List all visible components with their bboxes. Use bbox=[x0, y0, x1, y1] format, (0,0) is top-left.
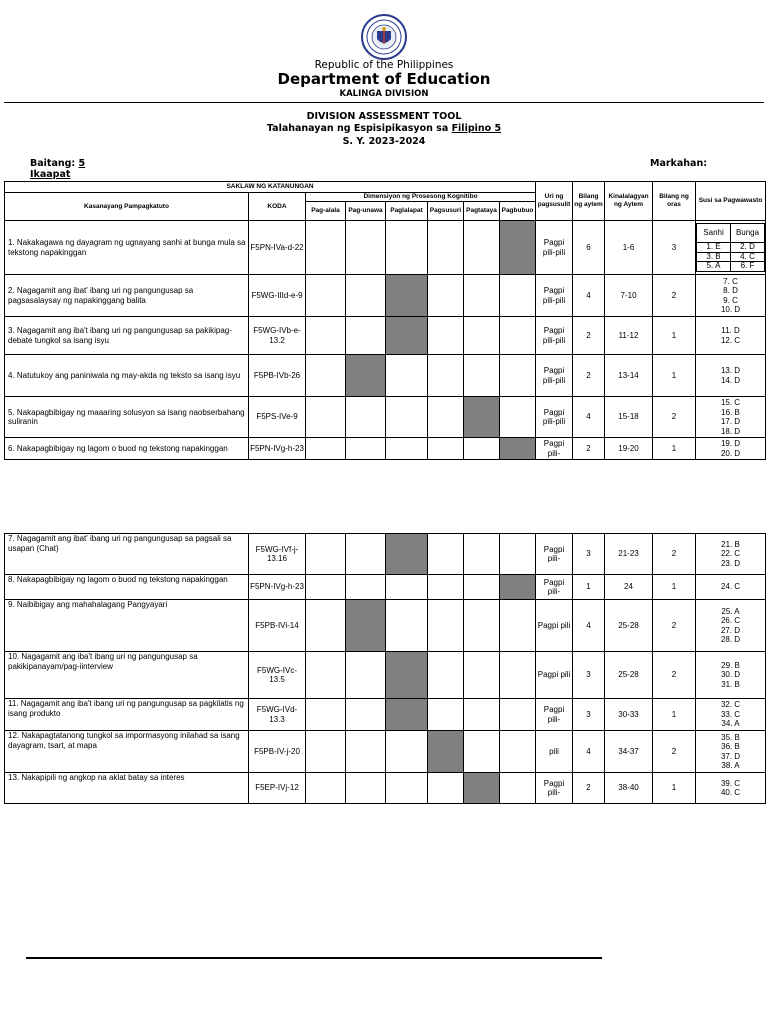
code-cell: F5PB-IVb-26 bbox=[249, 355, 306, 397]
hours-cell: 1 bbox=[653, 699, 696, 731]
type-cell: Pagpi pili-pili bbox=[536, 355, 573, 397]
type-cell: pili bbox=[536, 731, 573, 773]
location-cell: 13-14 bbox=[605, 355, 653, 397]
dimension-cell bbox=[428, 355, 464, 397]
dimension-cell bbox=[346, 534, 386, 575]
dimension-cell bbox=[500, 438, 536, 460]
hours-cell: 1 bbox=[653, 355, 696, 397]
dimension-cell bbox=[428, 438, 464, 460]
table-row bbox=[5, 355, 766, 397]
location-cell: 38-40 bbox=[605, 773, 653, 804]
type-cell: Pagpi pili bbox=[536, 652, 573, 699]
answer-key-cell: 25. A 26. C 27. D 28. D bbox=[696, 600, 766, 652]
dimension-cell bbox=[386, 534, 428, 575]
dimension-cell bbox=[464, 397, 500, 438]
dimension-cell bbox=[386, 317, 428, 355]
department-title: Department of Education bbox=[277, 70, 491, 88]
scope-header: SAKLAW NG KATANUNGAN bbox=[5, 182, 536, 193]
answer-key-cell: 24. C bbox=[696, 575, 766, 600]
competency-cell: 6. Nakapagbibigay ng lagom o buod ng tekstong napakinggan bbox=[5, 438, 249, 460]
dimension-cell bbox=[346, 438, 386, 460]
dimension-cell bbox=[386, 773, 428, 804]
competency-cell: 13. Nakapipili ng angkop na aklat batay sa interes bbox=[5, 773, 249, 804]
dimension-cell bbox=[306, 355, 346, 397]
dimension-cell bbox=[386, 397, 428, 438]
competency-cell: 9. Naibibigay ang mahahalagang Pangyayari bbox=[5, 600, 249, 652]
col-competency: Kasanayang Pampagkatuto bbox=[5, 193, 249, 221]
code-cell: F5PB-IVi-14 bbox=[249, 600, 306, 652]
hours-cell: 2 bbox=[653, 275, 696, 317]
code-cell: F5WG-IVc-13.5 bbox=[249, 652, 306, 699]
dimension-cell bbox=[386, 652, 428, 699]
dimension-cell bbox=[428, 652, 464, 699]
dimension-cell bbox=[500, 275, 536, 317]
answer-key-cell: 21. B 22. C 23. D bbox=[696, 534, 766, 575]
location-cell: 25-28 bbox=[605, 652, 653, 699]
count-cell: 3 bbox=[573, 652, 605, 699]
dimension-cell bbox=[428, 317, 464, 355]
dimension-cell bbox=[306, 534, 346, 575]
dimension-cell bbox=[464, 317, 500, 355]
hours-cell: 2 bbox=[653, 397, 696, 438]
count-cell: 4 bbox=[573, 731, 605, 773]
matching-key-header: Sanhi bbox=[697, 224, 731, 243]
republic-text: Republic of the Philippines bbox=[314, 59, 454, 71]
matching-key-answer: 6. F bbox=[731, 262, 765, 272]
competency-cell: 4. Natutukoy ang paniniwala ng may-akda ng teksto sa isang isyu bbox=[5, 355, 249, 397]
dimension-cell bbox=[346, 773, 386, 804]
dimension-cell bbox=[464, 534, 500, 575]
matching-key-answer: 1. E bbox=[697, 243, 731, 253]
count-cell: 6 bbox=[573, 221, 605, 275]
dimension-cell bbox=[464, 731, 500, 773]
hours-cell: 1 bbox=[653, 773, 696, 804]
table-row bbox=[5, 221, 766, 275]
location-cell: 15-18 bbox=[605, 397, 653, 438]
dimension-cell bbox=[306, 600, 346, 652]
dimension-cell bbox=[346, 575, 386, 600]
count-cell: 2 bbox=[573, 773, 605, 804]
table-row bbox=[5, 731, 766, 773]
tool-title: DIVISION ASSESSMENT TOOL bbox=[306, 111, 462, 122]
col-count: Bilang ng aytem bbox=[573, 182, 605, 221]
dimension-cell bbox=[428, 575, 464, 600]
quarter-label: Ikaapat bbox=[30, 169, 71, 180]
dimension-cell bbox=[346, 317, 386, 355]
dimension-header: Dimensiyon ng Prosesong Kognitibo bbox=[306, 193, 536, 202]
type-cell: Pagpi pili-pili bbox=[536, 221, 573, 275]
dimension-cell bbox=[386, 355, 428, 397]
competency-cell: 10. Nagagamit ang iba't ibang uri ng pangungusap sa pakikipanayam/pag-iinterview bbox=[5, 652, 249, 699]
dimension-cell bbox=[346, 600, 386, 652]
col-code: KODA bbox=[249, 193, 306, 221]
matching-key-header: Bunga bbox=[731, 224, 765, 243]
school-year: S. Y. 2023-2024 bbox=[342, 136, 426, 147]
location-cell: 34-37 bbox=[605, 731, 653, 773]
location-cell: 7-10 bbox=[605, 275, 653, 317]
competency-cell: 2. Nagagamit ang ibat' ibang uri ng pangungusap sa pagsasalaysay ng napakinggang balita bbox=[5, 275, 249, 317]
count-cell: 2 bbox=[573, 438, 605, 460]
dimension-cell bbox=[464, 575, 500, 600]
dimension-cell bbox=[464, 600, 500, 652]
competency-cell: 1. Nakakagawa ng dayagram ng ugnayang sanhi at bunga mula sa tekstong napakinggan bbox=[5, 221, 249, 275]
matching-key-table bbox=[696, 223, 765, 272]
type-cell: Pagpi pili- bbox=[536, 699, 573, 731]
dimension-cell bbox=[428, 731, 464, 773]
deped-seal bbox=[361, 14, 407, 60]
dimension-cell bbox=[464, 438, 500, 460]
count-cell: 4 bbox=[573, 275, 605, 317]
dim-pag-alala: Pag-alala bbox=[306, 202, 346, 221]
count-cell: 3 bbox=[573, 534, 605, 575]
competency-cell: 3. Nagagamit ang iba't ibang uri ng pangungusap sa pakikipag-debate tungkol sa isang isyu bbox=[5, 317, 249, 355]
type-cell: Pagpi pili-pili bbox=[536, 317, 573, 355]
hours-cell: 1 bbox=[653, 438, 696, 460]
hours-cell: 2 bbox=[653, 534, 696, 575]
dimension-cell bbox=[428, 275, 464, 317]
dimension-cell bbox=[500, 221, 536, 275]
dimension-cell bbox=[500, 652, 536, 699]
location-cell: 21-23 bbox=[605, 534, 653, 575]
code-cell: F5PN-IVg-h-23 bbox=[249, 438, 306, 460]
col-location: Kinalalagyan ng Aytem bbox=[605, 182, 653, 221]
code-cell: F5PN-IVg-h-23 bbox=[249, 575, 306, 600]
count-cell: 2 bbox=[573, 317, 605, 355]
dimension-cell bbox=[428, 600, 464, 652]
type-cell: Pagpi pili- bbox=[536, 575, 573, 600]
competency-cell: 7. Nagagamit ang ibat' ibang uri ng pangungusap sa pagsali sa usapan (Chat) bbox=[5, 534, 249, 575]
location-cell: 24 bbox=[605, 575, 653, 600]
dimension-cell bbox=[500, 534, 536, 575]
matching-key-answer: 2. D bbox=[731, 243, 765, 253]
type-cell: Pagpi pili-pili bbox=[536, 397, 573, 438]
dimension-cell bbox=[346, 275, 386, 317]
dimension-cell bbox=[500, 397, 536, 438]
hours-cell: 2 bbox=[653, 731, 696, 773]
dimension-cell bbox=[464, 773, 500, 804]
code-cell: F5EP-IVj-12 bbox=[249, 773, 306, 804]
tos-subtitle: Talahanayan ng Espisipikasyon sa Filipino 5 bbox=[266, 123, 502, 134]
dimension-cell bbox=[306, 731, 346, 773]
answer-key-cell: 19. D 20. D bbox=[696, 438, 766, 460]
count-cell: 4 bbox=[573, 600, 605, 652]
dim-pag-unawa: Pag-unawa bbox=[346, 202, 386, 221]
dimension-cell bbox=[306, 699, 346, 731]
dimension-cell bbox=[306, 221, 346, 275]
dimension-cell bbox=[428, 221, 464, 275]
answer-key-cell: 39. C 40. C bbox=[696, 773, 766, 804]
dimension-cell bbox=[386, 438, 428, 460]
table-row bbox=[5, 652, 766, 699]
code-cell: F5WG-IVb-e-13.2 bbox=[249, 317, 306, 355]
hours-cell: 1 bbox=[653, 575, 696, 600]
hours-cell: 1 bbox=[653, 317, 696, 355]
location-cell: 11-12 bbox=[605, 317, 653, 355]
dimension-cell bbox=[386, 731, 428, 773]
location-cell: 1-6 bbox=[605, 221, 653, 275]
tos-table-page2 bbox=[4, 533, 766, 804]
dimension-cell bbox=[306, 275, 346, 317]
code-cell: F5WG-IVf-j-13.16 bbox=[249, 534, 306, 575]
table-row bbox=[5, 575, 766, 600]
count-cell: 4 bbox=[573, 397, 605, 438]
table-row bbox=[5, 438, 766, 460]
answer-key-cell: 13. D 14. D bbox=[696, 355, 766, 397]
dimension-cell bbox=[306, 652, 346, 699]
count-cell: 3 bbox=[573, 699, 605, 731]
dim-pagbubuo: Pagbubuo bbox=[500, 202, 536, 221]
page2-rows bbox=[5, 534, 766, 804]
dimension-cell bbox=[386, 699, 428, 731]
dimension-cell bbox=[428, 699, 464, 731]
tos-table-page1 bbox=[4, 181, 766, 460]
code-cell: F5WG-IVd-13.3 bbox=[249, 699, 306, 731]
dimension-cell bbox=[500, 600, 536, 652]
col-type: Uri ng pagsusulit bbox=[536, 182, 573, 221]
dimension-cell bbox=[500, 731, 536, 773]
grade-label: Baitang: 5 bbox=[30, 158, 86, 169]
matching-key-answer: 3. B bbox=[697, 252, 731, 262]
dimension-cell bbox=[306, 438, 346, 460]
type-cell: Pagpi pili- bbox=[536, 773, 573, 804]
dimension-cell bbox=[500, 317, 536, 355]
table-row bbox=[5, 699, 766, 731]
table-row bbox=[5, 397, 766, 438]
answer-key-cell: 7. C 8. D 9. C 10. D bbox=[696, 275, 766, 317]
dim-paglalapat: Paglalapat bbox=[386, 202, 428, 221]
table-row bbox=[5, 773, 766, 804]
dimension-cell bbox=[346, 221, 386, 275]
page1-rows bbox=[5, 221, 766, 460]
answer-key-cell: 15. C 16. B 17. D 18. D bbox=[696, 397, 766, 438]
col-key: Susi sa Pagwawasto bbox=[696, 182, 766, 221]
dimension-cell bbox=[306, 575, 346, 600]
hours-cell: 2 bbox=[653, 652, 696, 699]
matching-key-answer: 4. C bbox=[731, 252, 765, 262]
dimension-cell bbox=[346, 397, 386, 438]
dimension-cell bbox=[346, 699, 386, 731]
competency-cell: 5. Nakapagbibigay ng maaaring solusyon sa isang naobserbahang suliranin bbox=[5, 397, 249, 438]
answer-key-cell: 35. B 36. B 37. D 38. A bbox=[696, 731, 766, 773]
dimension-cell bbox=[346, 355, 386, 397]
dimension-cell bbox=[464, 652, 500, 699]
dimension-cell bbox=[386, 575, 428, 600]
count-cell: 1 bbox=[573, 575, 605, 600]
dimension-cell bbox=[500, 355, 536, 397]
dimension-cell bbox=[500, 575, 536, 600]
col-hours: Bilang ng oras bbox=[653, 182, 696, 221]
dimension-cell bbox=[306, 317, 346, 355]
type-cell: Pagpi pili-pili bbox=[536, 275, 573, 317]
dimension-cell bbox=[500, 773, 536, 804]
dim-pagtataya: Pagtataya bbox=[464, 202, 500, 221]
type-cell: Pagpi pili- bbox=[536, 534, 573, 575]
dimension-cell bbox=[464, 699, 500, 731]
competency-cell: 12. Nakapagtatanong tungkol sa impormasyong inilahad sa isang dayagram, tsart, at mapa bbox=[5, 731, 249, 773]
dimension-cell bbox=[306, 397, 346, 438]
dimension-cell bbox=[464, 355, 500, 397]
dimension-cell bbox=[428, 397, 464, 438]
answer-key-cell: 32. C 33. C 34. A bbox=[696, 699, 766, 731]
answer-key-cell: 11. D 12. C bbox=[696, 317, 766, 355]
code-cell: F5PB-IV-j-20 bbox=[249, 731, 306, 773]
location-cell: 30-33 bbox=[605, 699, 653, 731]
dimension-cell bbox=[464, 221, 500, 275]
dim-pagsusuri: Pagsusuri bbox=[428, 202, 464, 221]
dimension-cell bbox=[428, 773, 464, 804]
code-cell: F5PN-IVa-d-22 bbox=[249, 221, 306, 275]
dimension-cell bbox=[386, 600, 428, 652]
table-row bbox=[5, 275, 766, 317]
dimension-cell bbox=[464, 275, 500, 317]
code-cell: F5WG-IIId-e-9 bbox=[249, 275, 306, 317]
dimension-cell bbox=[500, 699, 536, 731]
answer-key-cell: 29. B 30. D 31. B bbox=[696, 652, 766, 699]
hours-cell: 2 bbox=[653, 600, 696, 652]
hours-cell: 3 bbox=[653, 221, 696, 275]
answer-key-cell bbox=[696, 221, 766, 275]
dimension-cell bbox=[346, 731, 386, 773]
division-text: KALINGA DIVISION bbox=[339, 89, 429, 99]
dimension-cell bbox=[428, 534, 464, 575]
competency-cell: 11. Nagagamit ang iba't ibang uri ng pangungusap sa pagkilatis ng isang produkto bbox=[5, 699, 249, 731]
score-label: Markahan: bbox=[650, 158, 708, 169]
count-cell: 2 bbox=[573, 355, 605, 397]
competency-cell: 8. Nakapagbibigay ng lagom o buod ng tekstong napakinggan bbox=[5, 575, 249, 600]
type-cell: Pagpi pili bbox=[536, 600, 573, 652]
table-row bbox=[5, 317, 766, 355]
dimension-cell bbox=[346, 652, 386, 699]
dimension-cell bbox=[386, 221, 428, 275]
matching-key-answer: 5. A bbox=[697, 262, 731, 272]
dimension-cell bbox=[306, 773, 346, 804]
table-row bbox=[5, 600, 766, 652]
location-cell: 19-20 bbox=[605, 438, 653, 460]
header-divider bbox=[4, 102, 764, 103]
dimension-cell bbox=[386, 275, 428, 317]
code-cell: F5PS-IVe-9 bbox=[249, 397, 306, 438]
table-row bbox=[5, 534, 766, 575]
signature-line bbox=[26, 957, 602, 959]
type-cell: Pagpi pili- bbox=[536, 438, 573, 460]
location-cell: 25-28 bbox=[605, 600, 653, 652]
